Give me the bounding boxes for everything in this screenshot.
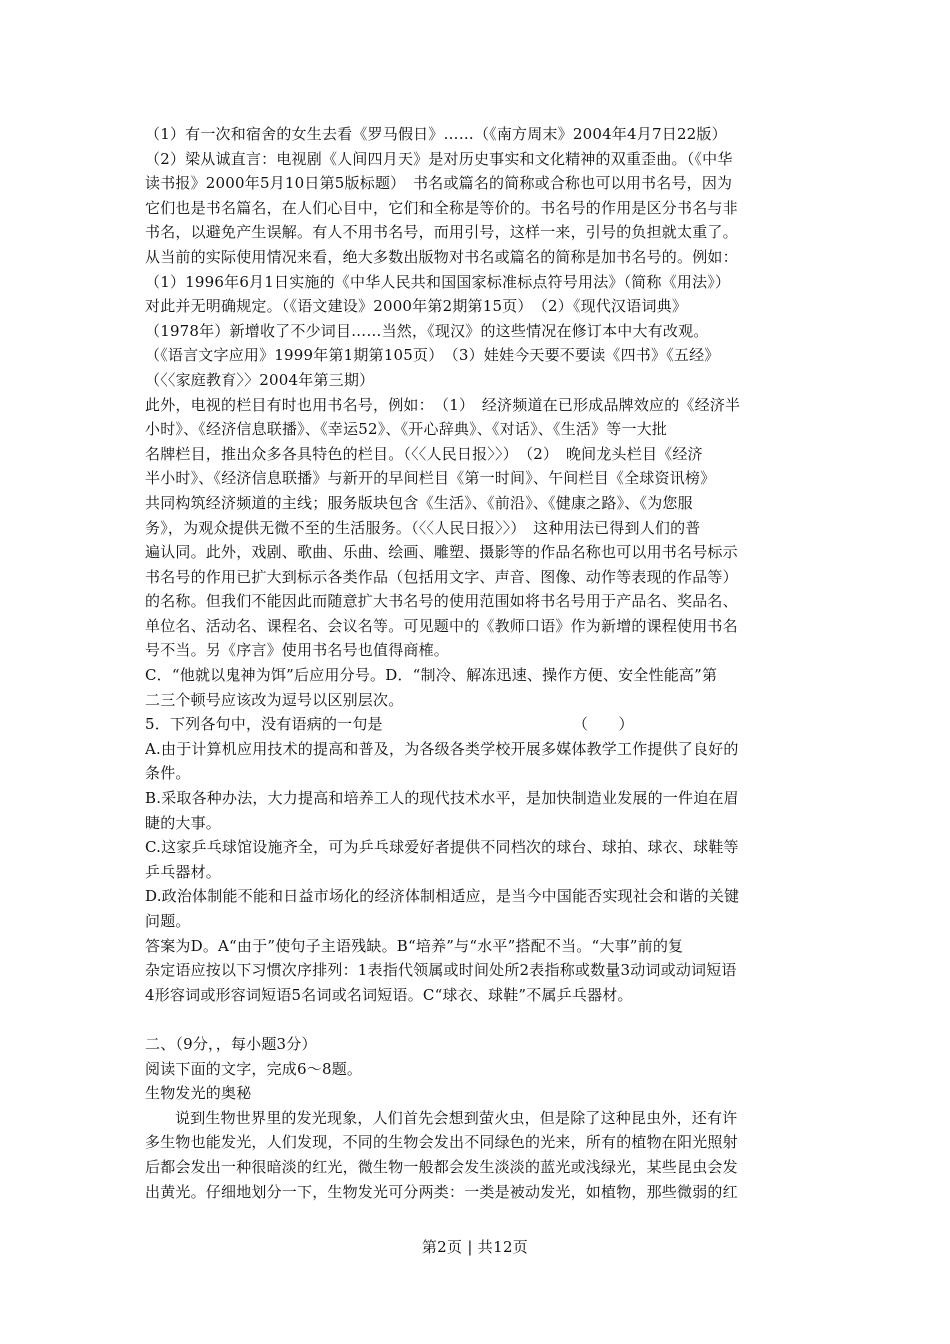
text-line: 5．下列各句中，没有语病的一句是 （ ） bbox=[145, 715, 634, 734]
text-line: 号不当。另《序言》使用书名号也值得商榷。 bbox=[145, 641, 450, 660]
text-line: 半小时》、《经济信息联播》与新开的早间栏目《第一时间》、午间栏目《全球资讯榜》 bbox=[145, 469, 716, 488]
text-line: 答案为D。A“由于”使句子主语残缺。B“培养”与“水平”搭配不当。“大事”前的复 bbox=[145, 936, 684, 955]
text-line: 的名称。但我们不能因此而随意扩大书名号的使用范围如将书名号用于产品名、奖品名、 bbox=[145, 592, 738, 611]
text-line: 书名，以避免产生误解。有人不用书名号，而用引号，这样一来，引号的负担就太重了。 bbox=[145, 223, 738, 242]
text-line: 条件。 bbox=[145, 764, 191, 783]
text-line: （1）1996年6月1日实施的《中华人民共和国国家标准标点符号用法》（简称《用法》） bbox=[145, 272, 731, 291]
document-body bbox=[145, 122, 810, 1204]
text-line: 书名号的作用已扩大到标示各类作品（包括用文字、声音、图像、动作等表现的作品等） bbox=[145, 567, 738, 586]
text-line: 后都会发出一种很暗淡的红光，微生物一般都会发生淡淡的蓝光或浅绿光，某些昆虫会发 bbox=[145, 1157, 738, 1176]
text-line: D.政治体制能不能和日益市场化的经济体制相适应，是当今中国能否实现社会和谐的关键 bbox=[145, 887, 740, 906]
text-line: 对此并无明确规定。（《语文建设》2000年第2期第15页） （2）《现代汉语词典》 bbox=[145, 297, 688, 316]
text-line: A.由于计算机应用技术的提高和普及，为各级各类学校开展多媒体教学工作提供了良好的 bbox=[145, 739, 739, 758]
text-line: 从当前的实际使用情况来看，绝大多数出版物对书名或篇名的简称是加书名号的。例如： bbox=[145, 247, 738, 266]
text-line: 二三个顿号应该改为逗号以区别层次。 bbox=[145, 690, 404, 709]
text-line: （《语言文字应用》1999年第1期第105页） （3）娃娃今天要不要读《四书》《五经》 bbox=[145, 346, 720, 365]
text-line: 读书报》2000年5月10日第5版标题） 书名或篇名的简称或合称也可以用书名号，因为 bbox=[145, 174, 733, 193]
text-line: 务》，为观众提供无微不至的生活服务。（〈〈人民日报〉〉） 这种用法已得到人们的普 bbox=[145, 518, 701, 537]
text-line: B.采取各种办法，大力提高和培养工人的现代技术水平，是加快制造业发展的一件迫在眉 bbox=[145, 789, 739, 808]
text-line: C．“他就以鬼神为饵”后应用分号。D．“制冷、解冻迅速、操作方便、安全性能高”第 bbox=[145, 666, 718, 685]
text-line: 小时》、《经济信息联播》、《幸运52》、《开心辞典》、《对话》、《生活》等一大批 bbox=[145, 420, 668, 439]
text-line: 二、（9分，，每小题3分） bbox=[145, 1034, 317, 1053]
text-line: 此外，电视的栏目有时也用书名号，例如： （1） 经济频道在已形成品牌效应的《经济半 bbox=[145, 395, 741, 414]
text-line: 遍认同。此外，戏剧、歌曲、乐曲、绘画、雕塑、摄影等的作品名称也可以用书名号标示 bbox=[145, 543, 738, 562]
text-line: C.这家乒乓球馆设施齐全，可为乒乓球爱好者提供不同档次的球台、球拍、球衣、球鞋等 bbox=[145, 838, 739, 857]
text-line: （1978年）新增收了不少词目……当然，《现汉》的这些情况在修订本中大有改观。 bbox=[145, 321, 709, 340]
text-line: （1）有一次和宿舍的女生去看《罗马假日》……（《南方周末》2004年4月7日22版） bbox=[145, 125, 727, 143]
text-line: 阅读下面的文字，完成6～8题。 bbox=[145, 1059, 363, 1078]
text-line: 问题。 bbox=[145, 912, 191, 930]
text-line: 共同构筑经济频道的主线；服务版块包含《生活》、《前沿》、《健康之路》、《为您服 bbox=[145, 493, 693, 512]
text-line: 乒乓器材。 bbox=[145, 862, 222, 881]
text-line: 多生物也能发光，人们发现，不同的生物会发出不同绿色的光来，所有的植物在阳光照射 bbox=[145, 1133, 738, 1152]
page-footer: 第2页 | 共12页 bbox=[421, 1238, 529, 1256]
text-line: 出黄光。仔细地划分一下，生物发光可分两类：一类是被动发光，如植物，那些微弱的红 bbox=[145, 1182, 738, 1201]
text-line: 生物发光的奥秘 bbox=[145, 1084, 252, 1103]
text-line: 杂定语应按以下习惯次序排列：1表指代领属或时间处所2表指称或数量3动词或动词短语 bbox=[145, 961, 737, 980]
text-line: 名牌栏目，推出众多各具特色的栏目。（〈〈人民日报〉〉） （2） 晚间龙头栏目《经济 bbox=[145, 444, 703, 463]
text-line: 4形容词或形容词短语5名词或名词短语。C“球衣、球鞋”不属乒乓器材。 bbox=[145, 985, 633, 1004]
text-line: 它们也是书名篇名，在人们心目中，它们和全称是等价的。书名号的作用是区分书名与非 bbox=[145, 198, 738, 217]
text-line: （2）梁从诚直言：电视剧《人间四月天》是对历史事实和文化精神的双重歪曲。（《中华 bbox=[145, 149, 733, 168]
text-line: 睫的大事。 bbox=[145, 813, 222, 832]
text-line: 单位名、活动名、课程名、会议名等。可见题中的《教师口语》作为新增的课程使用书名 bbox=[145, 616, 738, 635]
text-line: （〈〈家庭教育〉〉2004年第三期） bbox=[145, 370, 375, 389]
text-line: 说到生物世界里的发光现象，人们首先会想到萤火虫，但是除了这种昆虫外，还有许 bbox=[175, 1108, 738, 1127]
blank-line bbox=[145, 1007, 810, 1032]
